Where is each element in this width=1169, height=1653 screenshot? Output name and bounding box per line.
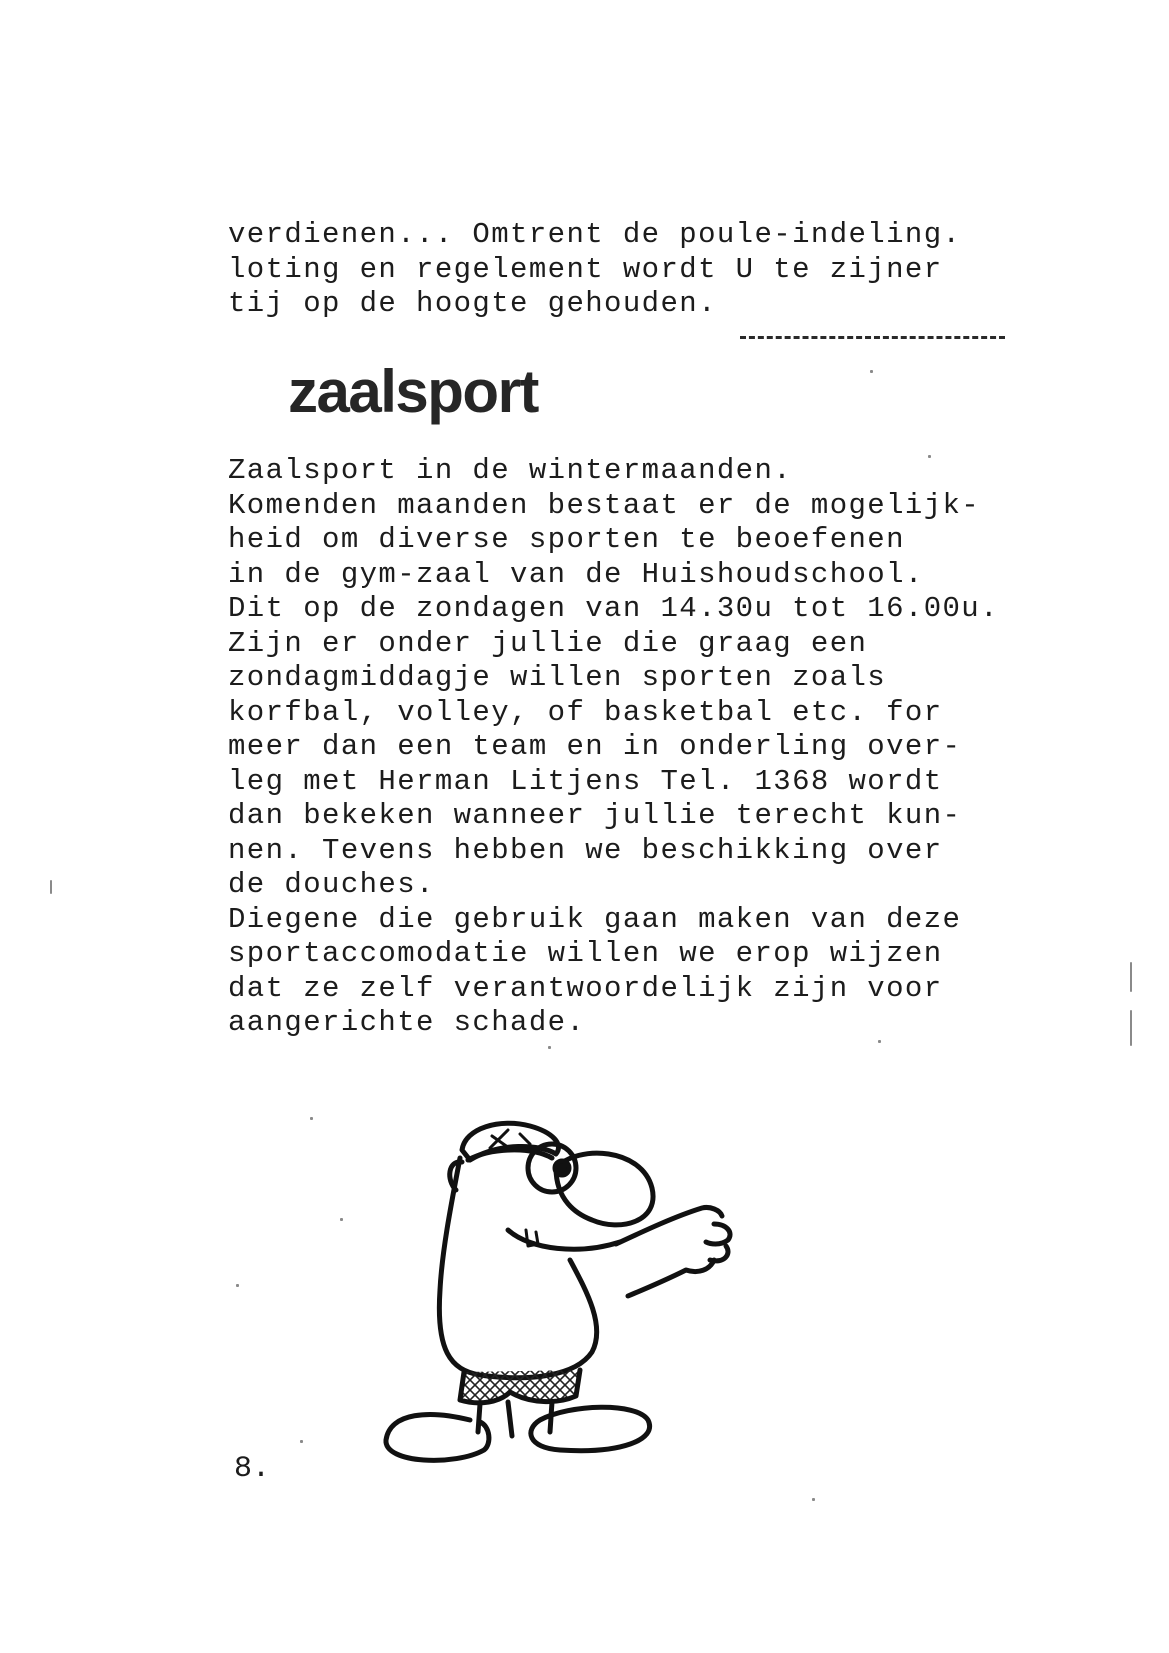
scan-speck bbox=[928, 455, 931, 458]
text-line: zondagmiddagje willen sporten zoals bbox=[228, 661, 887, 694]
scan-speck bbox=[50, 880, 52, 894]
mouth-shape bbox=[508, 1230, 620, 1249]
text-line: heid om diverse sporten te beoefenen bbox=[228, 523, 905, 556]
text-line: Diegene die gebruik gaan maken van deze bbox=[228, 902, 962, 936]
text-line: loting en regelement wordt U te zijner bbox=[228, 252, 943, 286]
scan-speck bbox=[548, 1046, 551, 1049]
intro-paragraph bbox=[228, 218, 961, 322]
text-line: verdienen... Omtrent de poule-indeling. bbox=[228, 218, 962, 251]
text-line: de douches. bbox=[228, 868, 435, 901]
shorts-shape bbox=[460, 1370, 580, 1403]
text-line: Dit op de zondagen van 14.30u tot 16.00u. bbox=[228, 592, 999, 625]
scan-speck bbox=[870, 370, 873, 373]
scan-speck bbox=[878, 1040, 881, 1043]
body-outline bbox=[439, 1158, 596, 1378]
text-line: tij op de hoogte gehouden. bbox=[228, 287, 717, 320]
scan-speck bbox=[310, 1117, 313, 1120]
text-line: Komenden maanden bestaat er de mogelijk- bbox=[228, 488, 981, 522]
scan-speck bbox=[300, 1440, 303, 1443]
text-line: Zaalsport in de wintermaanden. bbox=[228, 454, 793, 487]
text-line: korfbal, volley, of basketbal etc. for bbox=[228, 695, 943, 729]
text-line: in de gym-zaal van de Huishoudschool. bbox=[228, 557, 924, 591]
scan-speck bbox=[1130, 962, 1132, 992]
left-shoe bbox=[386, 1415, 489, 1461]
text-line: meer dan een team en in onderling over- bbox=[228, 730, 962, 763]
text-line: Zijn er onder jullie die graag een bbox=[228, 626, 868, 660]
scan-speck bbox=[1130, 1010, 1132, 1046]
text-line: aangerichte schade. bbox=[228, 1006, 586, 1039]
cartoon-illustration bbox=[380, 1120, 800, 1560]
text-line: nen. Tevens hebben we beschikking over bbox=[228, 833, 943, 867]
section-divider bbox=[740, 336, 1005, 339]
page-number: 8. bbox=[234, 1452, 271, 1486]
section-heading: zaalsport bbox=[288, 358, 538, 425]
text-line: dat ze zelf verantwoordelijk zijn voor bbox=[228, 971, 943, 1005]
scan-speck bbox=[236, 1284, 239, 1287]
text-line: sportaccomodatie willen we erop wijzen bbox=[228, 937, 943, 970]
scan-speck bbox=[340, 1218, 343, 1221]
article-body bbox=[228, 454, 999, 1041]
eye-pupil bbox=[555, 1161, 569, 1175]
cap-brim bbox=[468, 1150, 552, 1160]
text-line: leg met Herman Litjens Tel. 1368 wordt bbox=[228, 764, 943, 798]
scan-speck bbox=[812, 1498, 815, 1501]
text-line: dan bekeken wanneer jullie terecht kun- bbox=[228, 799, 962, 832]
